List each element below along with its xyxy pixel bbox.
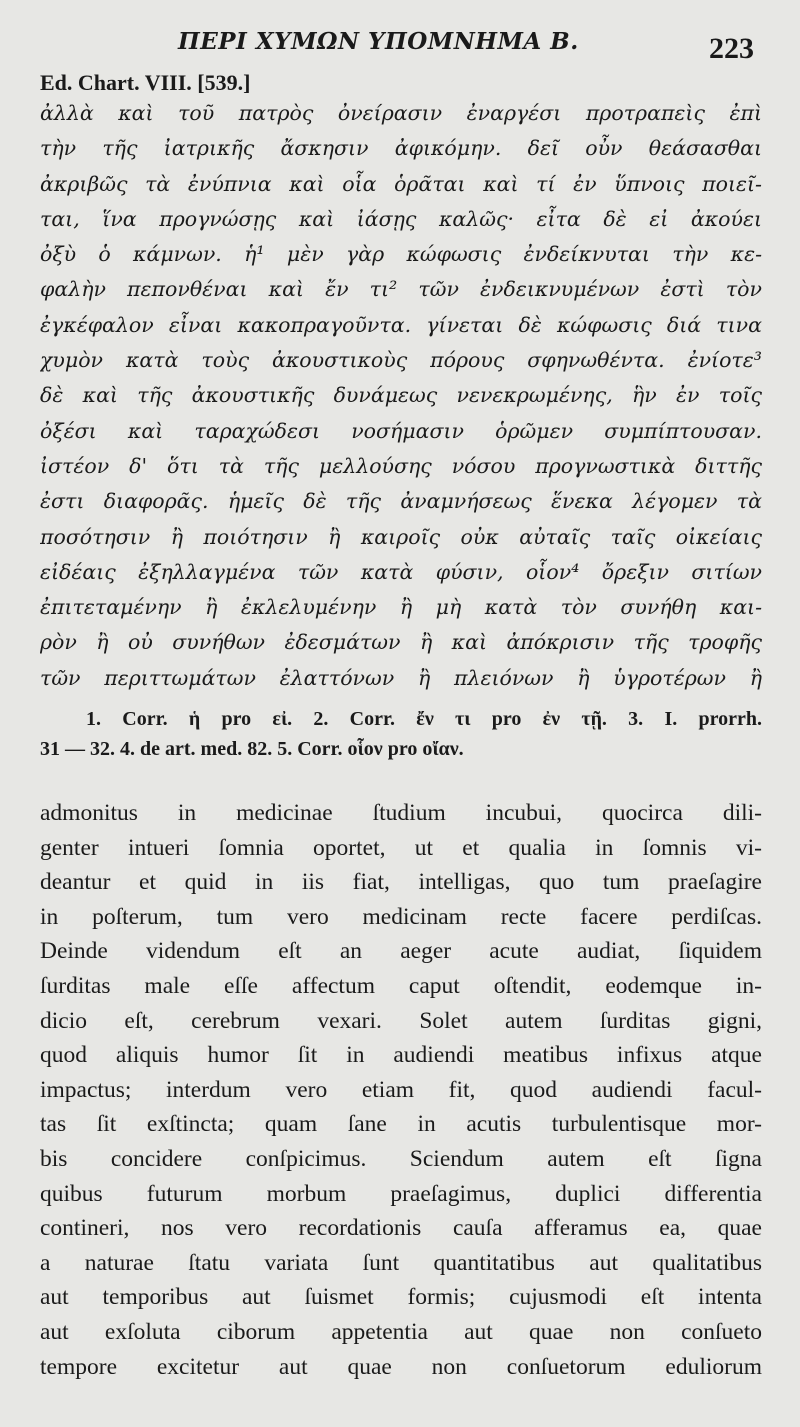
- greek-line: ἀκριβῶς τὰ ἐνύπνια καὶ οἷα ὁρᾶται καὶ τί ἐν ὕπνοις ποιεῖ-: [40, 171, 762, 196]
- edition-reference: Ed. Chart. VIII. [539.]: [40, 70, 251, 95]
- latin-line: tas ſit exſtincta; quam ſane in acutis turbulentisque mor-: [40, 1111, 762, 1138]
- greek-line: ἰστέον δ' ὅτι τὰ τῆς μελλούσης νόσου προγνωστικὰ διττῆς: [40, 453, 762, 478]
- greek-line: ἐπιτεταμένην ἢ ἐκλελυμένην ἢ μὴ κατὰ τὸν συνήθη και-: [40, 595, 762, 620]
- greek-line: ἐστι διαφορᾶς. ἡμεῖς δὲ τῆς ἀναμνήσεως ἕνεκα λέγομεν τὰ: [40, 489, 762, 514]
- latin-line: dicio eſt, cerebrum vexari. Solet autem ſurditas gigni,: [40, 1007, 762, 1034]
- footnote-line: 31 — 32. 4. de art. med. 82. 5. Corr. οἷον pro οἴαν.: [40, 738, 464, 760]
- greek-line: δὲ καὶ τῆς ἀκουστικῆς δυνάμεως νενεκρωμένης, ἣν ἐν τοῖς: [40, 383, 762, 408]
- greek-line: φαλὴν πεπονθέναι καὶ ἔν τι² τῶν ἐνδεικνυμένων ἐστὶ τὸν: [40, 277, 762, 302]
- greek-line: ἐγκέφαλον εἶναι κακοπραγοῦντα. γίνεται δὲ κώφωσις διά τινα: [40, 312, 762, 337]
- greek-line: εἰδέαις ἐξηλλαγμένα τῶν κατὰ φύσιν, οἷον⁴ ὄρεξιν σιτίων: [40, 559, 762, 584]
- latin-line: genter intueri ſomnia oportet, ut et qualia in ſomnis vi-: [40, 834, 762, 861]
- latin-line: impactus; interdum vero etiam fit, quod audiendi facul-: [40, 1076, 762, 1103]
- latin-line: aut exſoluta ciborum appetentia aut quae non conſueto: [40, 1318, 762, 1345]
- latin-line: ſurditas male eſſe affectum caput oſtendit, eodemque in-: [40, 972, 762, 999]
- latin-line: aut temporibus aut ſuismet formis; cujusmodi eſt intenta: [40, 1284, 762, 1311]
- latin-line: contineri, nos vero recordationis cauſa afferamus ea, quae: [40, 1215, 762, 1242]
- greek-line: ρὸν ἢ οὐ συνήθων ἐδεσμάτων ἢ καὶ ἀπόκρισιν τῆς τροφῆς: [40, 630, 762, 655]
- footnotes: [40, 704, 762, 764]
- footnote-line: 1. Corr. ἡ pro εἰ. 2. Corr. ἔν τι pro ἐν τῇ. 3. I. prorrh.: [86, 708, 762, 730]
- page-header: [0, 28, 800, 68]
- latin-line: admonitus in medicinae ſtudium incubui, quocirca dili-: [40, 800, 762, 826]
- greek-line: ται, ἵνα προγνώσῃς καὶ ἰάσῃς καλῶς· εἶτα δὲ εἰ ἀκούει: [40, 206, 762, 231]
- latin-line: tempore excitetur aut quae non conſuetorum eduliorum: [40, 1353, 762, 1380]
- greek-line: ὀξέσι καὶ ταραχώδεσι νοσήμασιν ὁρῶμεν συμπίπτουσαν.: [40, 418, 762, 443]
- greek-line: τὴν τῆς ἰατρικῆς ἄσκησιν ἀφικόμην. δεῖ οὖν θεάσασθαι: [40, 136, 762, 161]
- latin-line: a naturae ſtatu variata ſunt quantitatibus aut qualitatibus: [40, 1249, 762, 1276]
- latin-line: bis concidere conſpicimus. Sciendum autem eſt ſigna: [40, 1145, 762, 1172]
- greek-line: τῶν περιττωμάτων ἐλαττόνων ἢ πλειόνων ἢ ὑγροτέρων ἢ: [40, 665, 762, 690]
- latin-line: deantur et quid in iis fiat, intelligas, quo tum praeſagire: [40, 869, 762, 896]
- latin-translation-block: [40, 796, 762, 1384]
- running-title: ΠΕΡΙ ΧΥΜΩΝ ΥΠΟΜΝΗΜΑ Β.: [178, 28, 579, 55]
- greek-line: ὀξὺ ὁ κάμνων. ἡ¹ μὲν γὰρ κώφωσις ἐνδείκνυται τὴν κε-: [40, 242, 762, 267]
- greek-line: ἀλλὰ καὶ τοῦ πατρὸς ὀνείρασιν ἐναργέσι προτραπεὶς ἐπὶ: [40, 101, 762, 125]
- latin-line: quibus futurum morbum praeſagimus, duplici differentia: [40, 1180, 762, 1207]
- latin-line: quod aliquis humor ſit in audiendi meatibus infixus atque: [40, 1042, 762, 1069]
- greek-line: χυμὸν κατὰ τοὺς ἀκουστικοὺς πόρους σφηνωθέντα. ἐνίοτε³: [40, 348, 762, 373]
- page-number: 223: [709, 32, 754, 65]
- greek-line: ποσότησιν ἢ ποιότησιν ἢ καιροῖς οὐκ αὐταῖς ταῖς οἰκείαις: [40, 524, 762, 549]
- latin-line: in poſterum, tum vero medicinam recte facere perdiſcas.: [40, 903, 762, 930]
- latin-line: Deinde videndum eſt an aeger acute audiat, ſiquidem: [40, 938, 762, 965]
- greek-text-block: [40, 96, 762, 696]
